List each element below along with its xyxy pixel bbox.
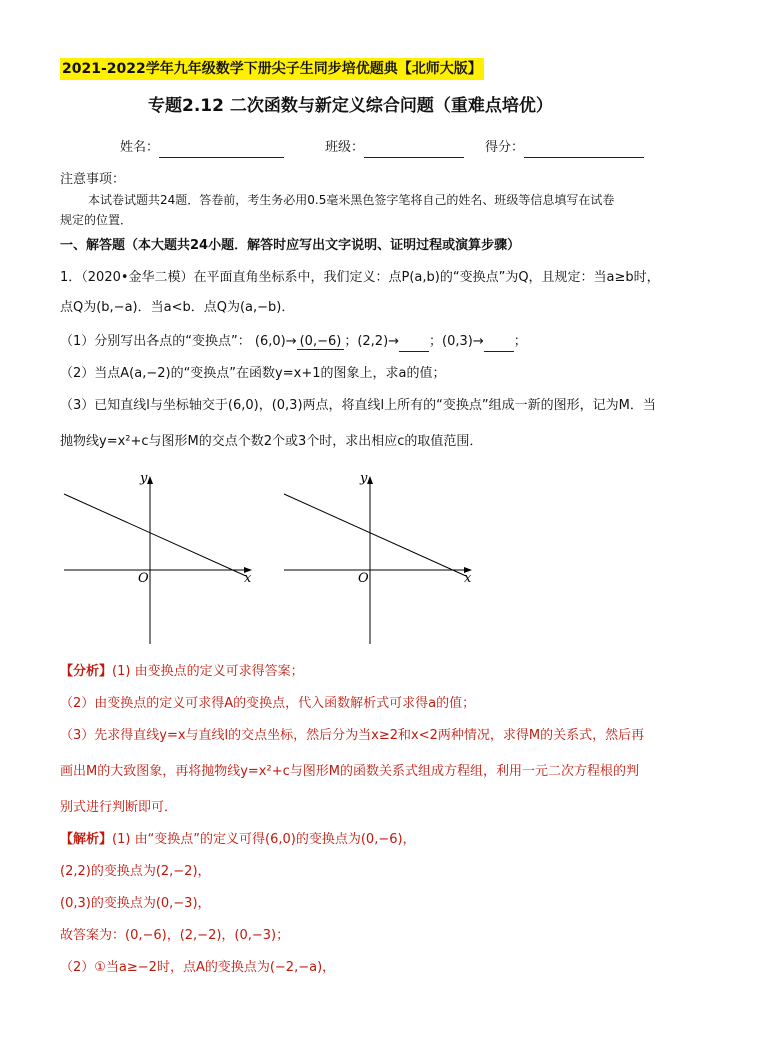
series-title: 2021-2022学年九年级数学下册尖子生同步培优题典【北师大版】: [60, 58, 484, 80]
score-field[interactable]: [485, 138, 644, 158]
score-blank[interactable]: [524, 143, 644, 158]
origin-label: O: [138, 571, 149, 586]
q1-part1-item3: ；(0,3)→: [429, 334, 484, 349]
name-label: 姓名：: [120, 140, 160, 155]
analysis-line-4: 画出M的大致图象，再将抛物线y=x²+c与图形M的函数关系式组成方程组，利用一元二次方程根的判: [60, 764, 639, 779]
y-axis-label: y: [360, 471, 368, 486]
q1-part-2: （2）当点A(a,−2)的“变换点”在函数y=x+1的图象上，求a的值；: [60, 366, 446, 381]
x-axis-label: x: [464, 571, 472, 586]
q1-part1-prefix: （1）分别写出各点的“变换点”：: [60, 334, 251, 349]
solution-line-4: 故答案为：(0,−6)，(2,−2)，(0,−3)；: [60, 928, 290, 943]
q1-part1-item1: (6,0)→: [254, 334, 297, 349]
q1-part1-end: ；: [513, 334, 527, 349]
solution-line-5: （2）①当a≥−2时，点A的变换点为(−2,−a)，: [60, 960, 336, 975]
coordinate-graph-2: [280, 468, 480, 648]
line-l: [64, 494, 246, 576]
y-axis-arrow: [147, 476, 153, 484]
analysis-text-1: (1) 由变换点的定义可求得答案；: [112, 664, 304, 679]
q1-part-3-line-2: 抛物线y=x²+c与图形M的交点个数2个或3个时，求出相应c的取值范围．: [60, 434, 483, 449]
analysis-line-3: （3）先求得直线y=x与直线l的交点坐标，然后分为当x≥2和x<2两种情况，求得M的关系式，然后再: [60, 728, 645, 743]
solution-line-1: [60, 830, 416, 850]
coordinate-graph-1: [60, 468, 260, 648]
analysis-line-2: （2）由变换点的定义可求得A的变换点，代入函数解析式可求得a的值；: [60, 696, 476, 711]
class-blank[interactable]: [364, 143, 464, 158]
name-field[interactable]: [120, 138, 284, 158]
analysis-line-5: 别式进行判断即可．: [60, 800, 178, 815]
score-label: 得分：: [485, 140, 525, 155]
analysis-tag: 【分析】: [60, 664, 113, 679]
q1-line-1: 1．（2020•金华二模）在平面直角坐标系中，我们定义：点P(a,b)的“变换点”为Q，且规定：当a≥b时，: [60, 270, 660, 285]
notice-heading: 注意事项：: [60, 172, 126, 187]
notice-line-2: 规定的位置．: [60, 213, 133, 227]
solution-line-2: (2,2)的变换点为(2,−2)，: [60, 864, 211, 879]
class-label: 班级：: [325, 140, 365, 155]
q1-part-1: [60, 332, 527, 352]
class-field[interactable]: [325, 138, 464, 158]
q1-part1-answer1[interactable]: (0,−6): [297, 334, 345, 350]
q1-line-2: 点Q为(b,−a)．当a<b．点Q为(a,−b)．: [60, 300, 295, 315]
q1-part1-blank2[interactable]: [399, 337, 429, 352]
line-l: [284, 494, 466, 576]
notice-line-1: 本试卷试题共24题．答卷前，考生务必用0.5毫米黑色签字笔将自己的姓名、班级等信息填写在试卷: [88, 193, 615, 207]
section-heading: 一、解答题（本大题共24小题．解答时应写出文字说明、证明过程或演算步骤）: [60, 238, 521, 253]
name-blank[interactable]: [159, 143, 284, 158]
solution-text-1: (1) 由“变换点”的定义可得(6,0)的变换点为(0,−6)，: [112, 832, 416, 847]
y-axis-arrow: [367, 476, 373, 484]
analysis-line-1: [60, 662, 304, 682]
q1-part-3-line-1: （3）已知直线l与坐标轴交于(6,0)，(0,3)两点，将直线l上所有的“变换点”组成一新的图形，记为M．当: [60, 398, 656, 413]
origin-label: O: [358, 571, 369, 586]
x-axis-label: x: [244, 571, 252, 586]
solution-tag: 【解析】: [60, 832, 113, 847]
q1-part1-item2: ；(2,2)→: [344, 334, 400, 349]
y-axis-label: y: [140, 471, 148, 486]
q1-part1-blank3[interactable]: [484, 337, 514, 352]
solution-line-3: (0,3)的变换点为(0,−3)，: [60, 896, 211, 911]
topic-title: 专题2.12 二次函数与新定义综合问题（重难点培优）: [148, 96, 553, 116]
